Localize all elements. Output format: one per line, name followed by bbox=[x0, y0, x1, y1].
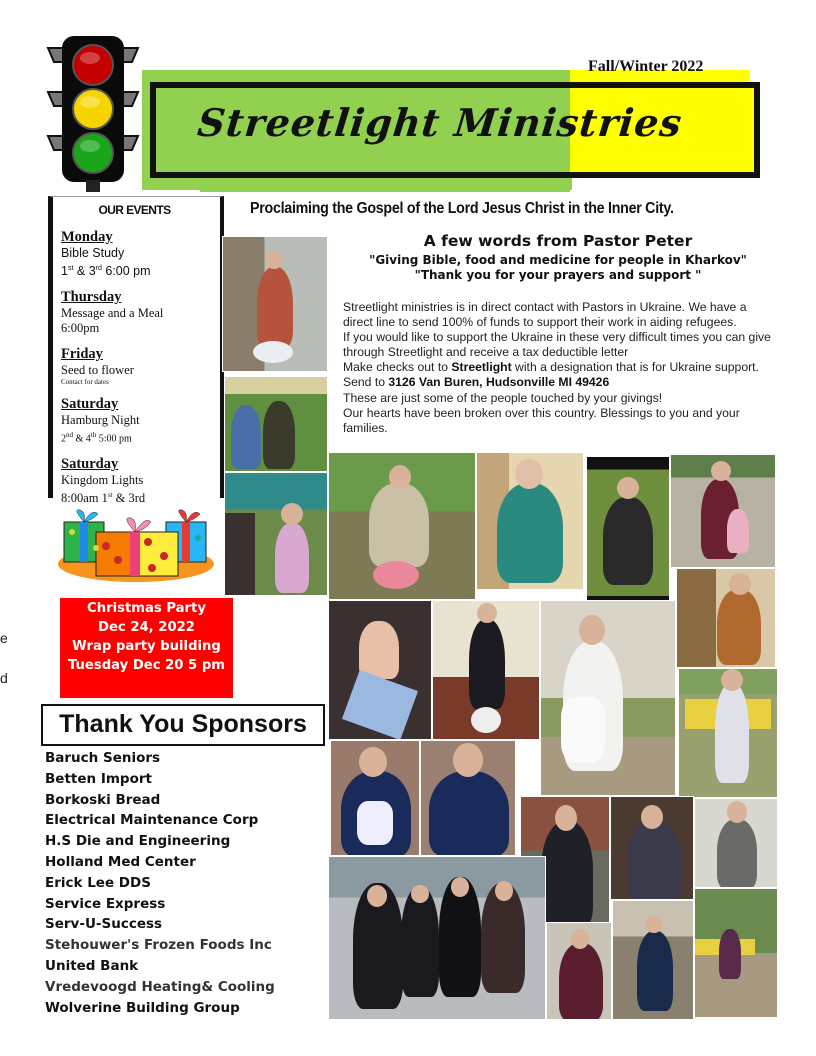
sponsor-item: Betten Import bbox=[45, 770, 152, 787]
pastor-heading: A few words from Pastor Peter bbox=[423, 232, 693, 250]
sponsor-item: Service Express bbox=[45, 895, 166, 912]
message-paragraph: Make checks out to Streetlight with a designation that is for Ukraine support. Send to 3126 Van Buren, Hudsonville MI 49426 bbox=[343, 360, 759, 390]
event-saturday-hamburg bbox=[61, 396, 220, 446]
event-desc: Message and a Meal bbox=[61, 306, 164, 321]
christmas-line: Dec 24, 2022 bbox=[98, 620, 195, 635]
photo bbox=[670, 454, 776, 568]
event-monday bbox=[61, 229, 220, 279]
photo bbox=[546, 922, 612, 1020]
photo bbox=[676, 568, 776, 668]
photo bbox=[420, 740, 516, 856]
photo bbox=[694, 888, 778, 1018]
photo bbox=[678, 668, 778, 798]
pastor-quote: "Giving Bible, food and medicine for people in Kharkov" bbox=[369, 253, 747, 267]
event-note: Contact for dates bbox=[61, 378, 109, 387]
sponsor-item: Erick Lee DDS bbox=[45, 874, 151, 891]
event-day: Thursday bbox=[61, 289, 122, 306]
christmas-line: Christmas Party bbox=[87, 601, 206, 616]
christmas-line: Wrap party building bbox=[72, 639, 221, 654]
message-paragraph: Streetlight ministries is in direct contact with Pastors in Ukraine. We have a direct line to send 100% of funds to support their work in aiding refugees. bbox=[343, 300, 747, 330]
event-desc: Kingdom Lights bbox=[61, 473, 144, 488]
event-desc: Bible Study bbox=[61, 246, 125, 260]
event-time: 2nd & 4th 5:00 pm bbox=[61, 431, 132, 445]
photo bbox=[328, 856, 546, 1020]
photo bbox=[330, 740, 420, 856]
sponsor-item: United Bank bbox=[45, 957, 139, 974]
sponsor-item: Vredevoogd Heating& Cooling bbox=[45, 978, 275, 995]
sponsor-item: Serv-U-Success bbox=[45, 916, 163, 933]
sponsor-item: H.S Die and Engineering bbox=[45, 833, 231, 850]
photo bbox=[610, 796, 694, 900]
photo bbox=[224, 376, 328, 472]
event-day: Friday bbox=[61, 346, 103, 363]
christmas-party-box bbox=[60, 598, 233, 698]
photo bbox=[540, 600, 676, 796]
event-day: Saturday bbox=[61, 456, 119, 473]
photo bbox=[432, 600, 540, 740]
event-desc: Hamburg Night bbox=[61, 413, 140, 428]
sponsor-item: Borkoski Bread bbox=[45, 791, 161, 808]
stray-text: e bbox=[0, 630, 8, 646]
sponsor-item: Baruch Seniors bbox=[45, 750, 161, 766]
event-friday bbox=[61, 346, 220, 386]
photo bbox=[476, 452, 584, 590]
gifts-icon bbox=[56, 508, 216, 584]
newsletter-title: Streetlight Ministries bbox=[195, 100, 685, 145]
tagline: Proclaiming the Gospel of the Lord Jesus Christ in the Inner City. bbox=[250, 200, 674, 217]
message-paragraph: If you would like to support the Ukraine in these very difficult times you can give through Streetlight and receive a tax deductible letter bbox=[343, 330, 771, 360]
event-thursday bbox=[61, 289, 220, 336]
photo bbox=[328, 452, 476, 600]
sponsor-item: Holland Med Center bbox=[45, 853, 196, 870]
stray-text: d bbox=[0, 670, 8, 686]
christmas-line: Tuesday Dec 20 5 pm bbox=[67, 658, 226, 673]
sponsor-list bbox=[45, 748, 275, 1018]
edition-label: Fall/Winter 2022 bbox=[588, 58, 704, 75]
sponsor-item: Electrical Maintenance Corp bbox=[45, 812, 259, 829]
banner-green-strip bbox=[200, 178, 570, 192]
photo bbox=[694, 798, 778, 888]
sponsor-item: Stehouwer's Frozen Foods Inc bbox=[45, 937, 272, 954]
pastor-message bbox=[343, 300, 775, 436]
event-time: 6:00pm bbox=[61, 321, 100, 336]
events-box bbox=[48, 196, 224, 506]
photo bbox=[224, 472, 328, 596]
event-time: 8:00am 1st & 3rd bbox=[61, 491, 146, 506]
photo bbox=[328, 600, 432, 740]
event-time: 1st & 3rd 6:00 pm bbox=[61, 264, 151, 279]
sponsors-title: Thank You Sponsors bbox=[41, 704, 325, 746]
photo bbox=[586, 456, 670, 616]
photo bbox=[222, 236, 328, 372]
photo bbox=[612, 900, 694, 1020]
event-desc: Seed to flower bbox=[61, 363, 134, 378]
event-day: Saturday bbox=[61, 396, 119, 413]
message-paragraph: Our hearts have been broken over this country. Blessings to you and your families. bbox=[343, 405, 740, 435]
event-day: Monday bbox=[61, 229, 113, 245]
sponsor-item: Wolverine Building Group bbox=[45, 999, 240, 1016]
event-saturday-kingdom bbox=[61, 456, 220, 506]
pastor-quote: "Thank you for your prayers and support " bbox=[414, 268, 702, 282]
message-paragraph: These are just some of the people touched by your givings! bbox=[343, 390, 663, 405]
traffic-light-icon bbox=[46, 34, 140, 194]
events-heading: OUR EVENTS bbox=[98, 203, 171, 217]
